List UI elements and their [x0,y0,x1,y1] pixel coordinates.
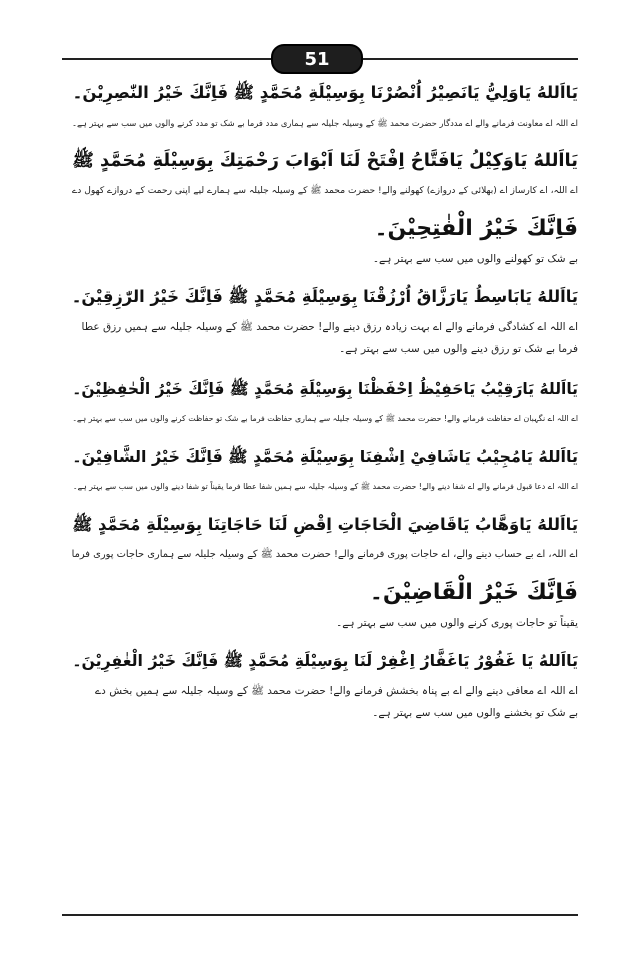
dua-urdu-translation: اے اللہ اے نگہبان اے حفاظت فرمانے والے! حضرت محمد ﷺ کے وسیلہ جلیلہ سے ہماری حفاظت فرما بے شک تو حفاظت کرنے والوں میں سب سے بہتر ہے۔ [72,414,578,423]
dua-arabic: يَااَللهُ يَا غَفُوْرُ يَاغَفَّارُ اِغْفِرْ لَنَا بِوَسِيْلَةِ مُحَمَّدٍ ﷺ فَاِنَّكَ خَيْرُ الْغٰفِرِيْنَ۔ [72,651,578,670]
dua-urdu-translation: اے اللہ، اے کارساز اے (بھلائی کے دروازے) کھولنے والے! حضرت محمد ﷺ کے وسیلہ جلیلہ سے ہمارے لیے اپنی رحمت کے دروازے کھول دے [71,186,578,196]
dua-arabic: يَااَللهُ يَاوَهَّابُ يَاقَاضِيَ الْحَاجَاتِ اِقْضِ لَنَا حَاجَاتِنَا بِوَسِيْلَةِ مُحَمَّدٍ ﷺ [72,515,578,534]
bottom-rule [62,914,578,916]
dua-arabic-continuation: فَاِنَّكَ خَيْرُ الْفٰتِحِيْنَ۔ [374,216,578,241]
dua-urdu-translation-continuation: بے شک تو کھولنے والوں میں سب سے بہتر ہے۔ [372,253,578,265]
dua-urdu-translation: اے اللہ اے معافی دینے والے اے بے پناہ بخشش فرمانے والے! حضرت محمد ﷺ کے وسیلہ جلیلہ سے ہمیں بخش دے [95,685,578,697]
page-number-badge [271,44,363,74]
dua-urdu-translation: اے اللہ، اے بے حساب دینے والے، اے حاجات پوری فرمانے والے! حضرت محمد ﷺ کے وسیلہ جلیلہ سے ہماری حاجات پوری فرما [71,549,578,560]
dua-arabic: يَااَللهُ يَارَقِيْبُ يَاحَفِيْظُ اِحْفَظْنَا بِوَسِيْلَةِ مُحَمَّدٍ ﷺ فَاِنَّكَ خَيْرُ الْحٰفِظِيْنَ۔ [72,380,578,398]
dua-urdu-translation: اے اللہ اے دعا قبول فرمانے والے اے شفا دینے والے! حضرت محمد ﷺ کے وسیلہ جلیلہ سے ہمیں شفا عطا فرما یقیناً تو شفا دینے والوں میں سب سے بہتر ہے۔ [72,482,578,491]
dua-list [64,72,578,732]
dua-urdu-translation-continuation: یقیناً تو حاجات پوری کرنے والوں میں سب سے بہتر ہے۔ [336,617,578,629]
dua-urdu-translation-line2: فرما بے شک تو رزق دینے والوں میں سب سے بہتر ہے۔ [339,343,578,355]
dua-arabic-continuation: فَاِنَّكَ خَيْرُ الْقَاضِيْنَ۔ [369,580,578,605]
dua-arabic: يَااَللهُ يَاوَكِيْلُ يَافَتَّاحُ اِفْتَحْ لَنَا اَبْوَابَ رَحْمَتِكَ بِوَسِيْلَةِ مُحَمَّدٍ ﷺ [72,150,578,171]
dua-urdu-translation-line2: بے شک تو بخشنے والوں میں سب سے بہتر ہے۔ [372,707,578,719]
page-number: 51 [304,48,330,70]
dua-arabic: يَااَللهُ يَامُجِيْبُ يَاشَافِيْ اِشْفِنَا بِوَسِيْلَةِ مُحَمَّدٍ ﷺ فَاِنَّكَ خَيْرُ الشَّافِيْنَ۔ [72,447,578,466]
dua-arabic: يَااَللهُ يَابَاسِطُ يَارَزَّاقُ اُرْزُقْنَا بِوَسِيْلَةِ مُحَمَّدٍ ﷺ فَاِنَّكَ خَيْرُ الرّٰزِقِيْنَ۔ [71,287,578,306]
dua-urdu-translation: اے اللہ اے کشادگی فرمانے والے اے بہت زیادہ رزق دینے والے! حضرت محمد ﷺ کے وسیلہ جلیلہ سے ہمیں رزق عطا [81,321,578,333]
dua-arabic: يَااَللهُ يَاوَلِيُّ يَانَصِيْرُ اُنْصُرْنَا بِوَسِيْلَةِ مُحَمَّدٍ ﷺ فَاِنَّكَ خَيْرُ النّٰصِرِيْنَ۔ [72,83,578,102]
dua-urdu-translation: اے اللہ اے معاونت فرمانے والے اے مددگار حضرت محمد ﷺ کے وسیلہ جلیلہ سے ہماری مدد فرما بے شک تو مدد کرنے والوں میں سب سے بہتر ہے۔ [72,118,578,128]
